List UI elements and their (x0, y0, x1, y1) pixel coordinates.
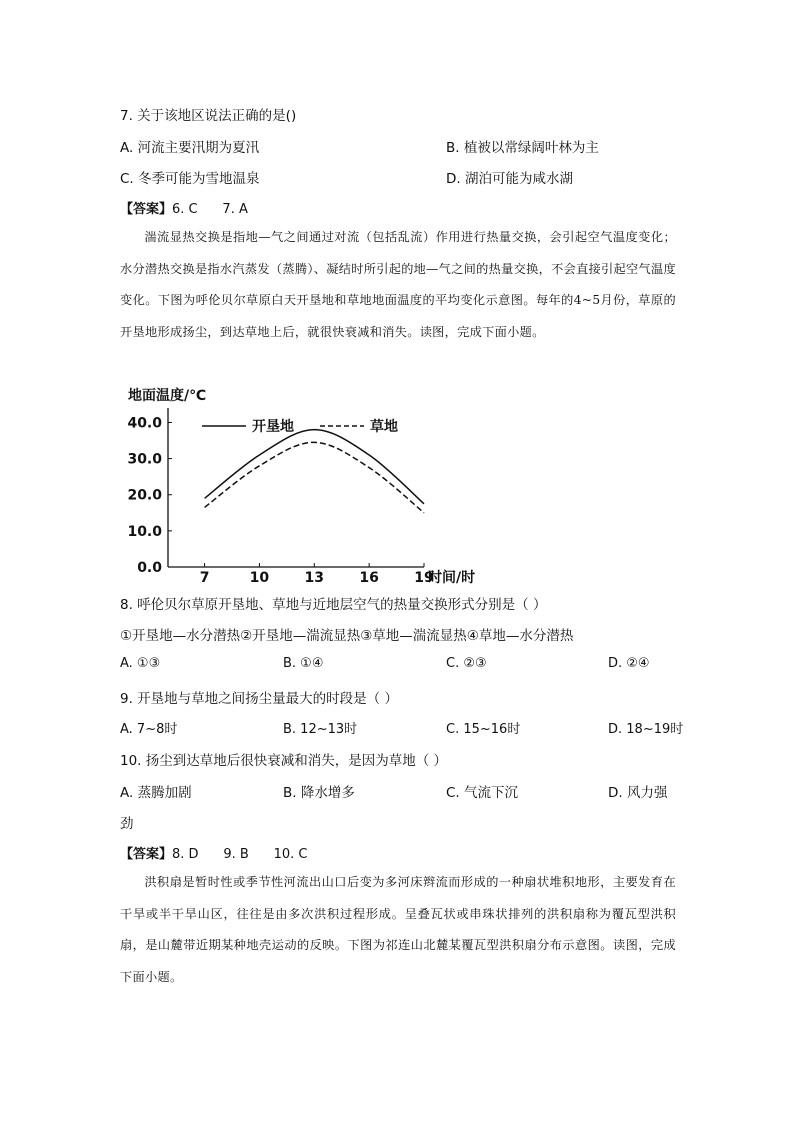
x-axis-label: 时间/时 (428, 570, 476, 586)
x-tick-label: 13 (304, 570, 325, 586)
question-8-option-b: B. ①④ (283, 656, 324, 671)
y-tick-label: 0.0 (137, 560, 162, 576)
question-10-option-d: D. 风力强 (608, 785, 668, 801)
passage-2: 洪积扇是暂时性或季节性河流出山口后变为多河床辫流而形成的一种扇状堆积地形，主要发育在干旱或半干旱山区，往往是由多次洪积过程形成。呈叠瓦状或串珠状排列的洪积扇称为覆瓦型洪积扇，是山麓带近期某种地壳运动的反映。下图为祁连山北麓某覆瓦型洪积扇分布示意图。读图，完成下面小题。 (120, 875, 676, 984)
series-line-grassland (205, 442, 424, 512)
y-tick-label: 10.0 (127, 523, 162, 540)
passage-1: 湍流显热交换是指地—气之间通过对流（包括乱流）作用进行热量交换，会引起空气温度变化；水分潜热交换是指水汽蒸发（蒸腾）、凝结时所引起的地—气之间的热量交换，不会直接引起空气温度变化。下图为呼伦贝尔草原白天开垦地和草地地面温度的平均变化示意图。每年的4~5月份，草原的开垦地形成扬尘，到达草地上后，就很快衰减和消失。读图，完成下面小题。 (120, 230, 676, 339)
question-9-option-a: A. 7~8时 (120, 722, 178, 737)
y-tick-label: 30.0 (127, 451, 162, 468)
question-9-stem: 9. 开垦地与草地之间扬尘量最大的时段是（ ） (120, 691, 398, 707)
question-8-stem: 8. 呼伦贝尔草原开垦地、草地与近地层空气的热量交换形式分别是（ ） (120, 597, 547, 613)
series-line-reclaimed-land (205, 430, 424, 504)
legend-label-grassland: 草地 (370, 419, 398, 435)
answer-block-2 (120, 843, 308, 862)
question-10-option-d-wrap: 劲 (120, 816, 134, 832)
answer-label: 【答案】 (120, 202, 173, 217)
question-8-items: ①开垦地—水分潜热②开垦地—湍流显热③草地—湍流显热④草地—水分潜热 (120, 628, 574, 644)
question-10-option-c: C. 气流下沉 (446, 785, 519, 801)
y-tick-label: 40.0 (127, 415, 162, 432)
answer-text: 6. C 7. A (172, 202, 248, 217)
question-7-option-b: B. 植被以常绿阔叶林为主 (446, 140, 599, 156)
question-7-option-d: D. 湖泊可能为咸水湖 (446, 171, 573, 187)
question-10-option-b: B. 降水增多 (283, 785, 355, 801)
x-tick-label: 10 (249, 570, 270, 586)
question-10-stem: 10. 扬尘到达草地后很快衰减和消失，是因为草地（ ） (120, 753, 448, 769)
x-tick-label: 16 (359, 570, 379, 586)
ground-temperature-chart (120, 380, 500, 590)
y-tick-label: 20.0 (127, 487, 162, 504)
question-7-stem: 7. 关于该地区说法正确的是() (120, 108, 297, 124)
question-9-option-c: C. 15~16时 (446, 722, 521, 737)
question-9-option-d: D. 18~19时 (608, 722, 684, 737)
question-10-option-a: A. 蒸腾加剧 (120, 785, 192, 801)
x-tick-label: 19 (414, 570, 434, 586)
question-9-option-b: B. 12~13时 (283, 722, 358, 737)
question-8-option-c: C. ②③ (446, 656, 487, 671)
answer-block-1 (120, 198, 248, 217)
question-8-option-d: D. ②④ (608, 656, 650, 671)
question-7-option-c: C. 冬季可能为雪地温泉 (120, 171, 260, 187)
y-axis-label: 地面温度/℃ (128, 388, 207, 404)
question-7-option-a: A. 河流主要汛期为夏汛 (120, 140, 260, 156)
answer-label: 【答案】 (120, 847, 173, 862)
question-8-option-a: A. ①③ (120, 656, 161, 671)
x-tick-label: 7 (199, 570, 210, 586)
legend-label-reclaimed-land: 开垦地 (252, 419, 294, 435)
answer-text: 8. D 9. B 10. C (172, 847, 308, 862)
